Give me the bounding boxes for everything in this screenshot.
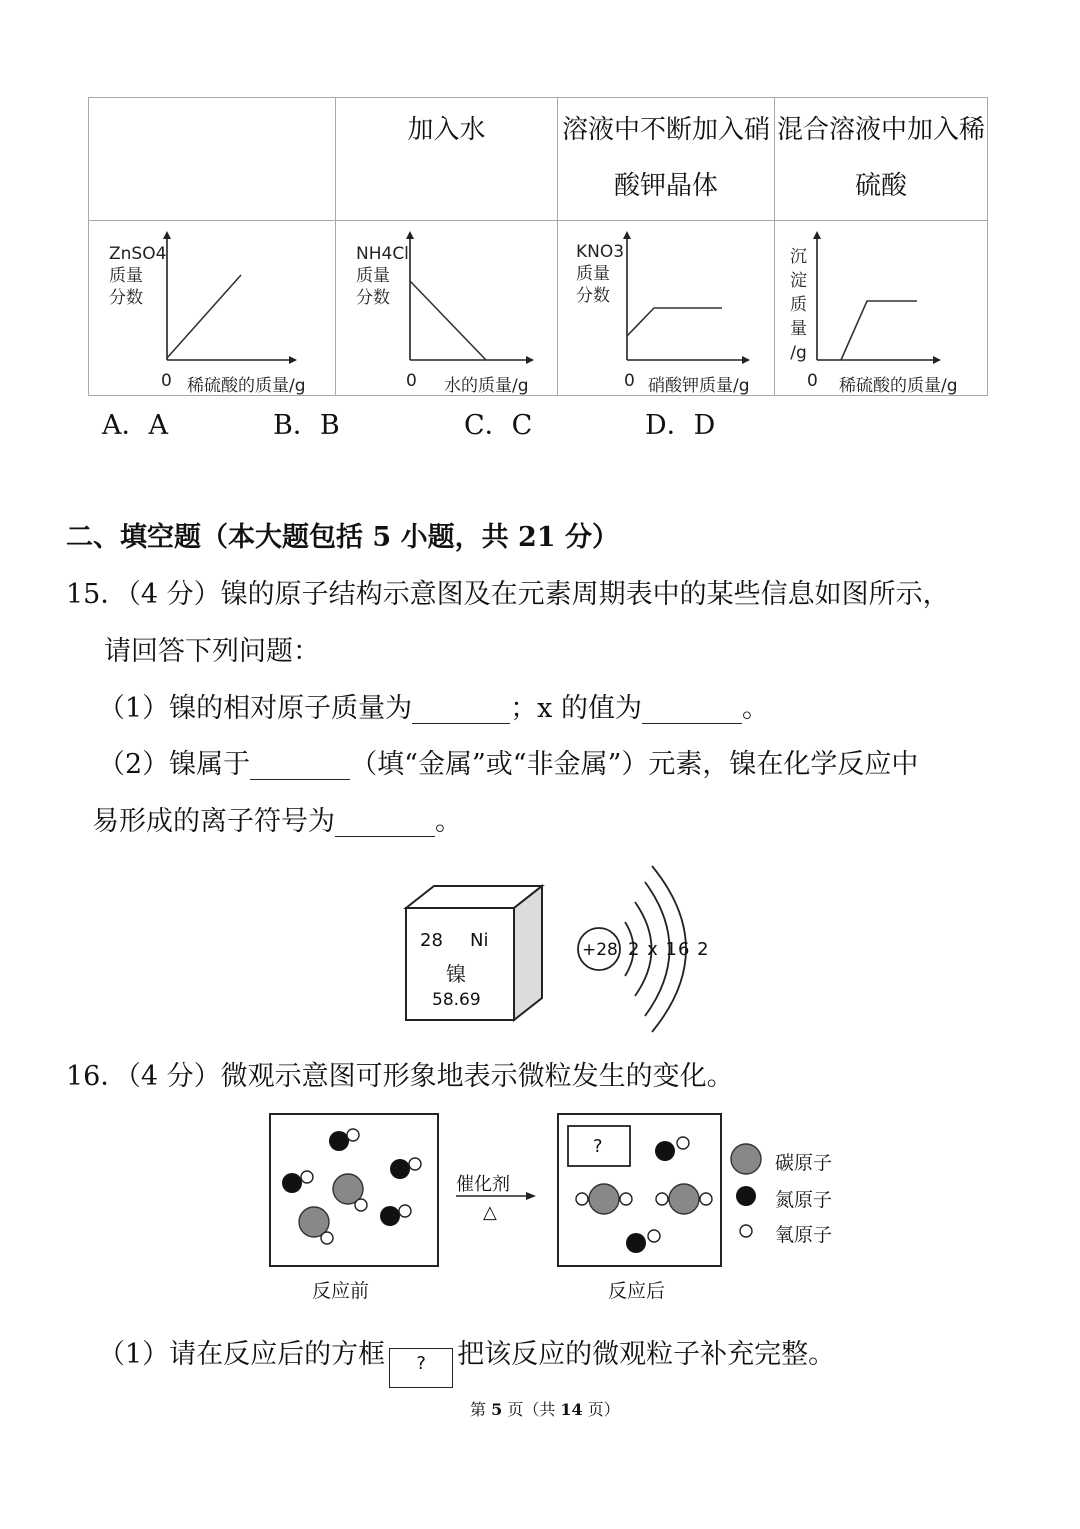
footer-page-number: 5 [491,1400,503,1419]
q15-stem-line1: 15．（4 分）镍的原子结构示意图及在元素周期表中的某些信息如图所示， [66,579,950,610]
section-2-heading: 二、填空题（本大题包括 5 小题，共 21 分） [66,522,619,553]
q15-sub2-text-c: 易形成的离子符号为 [92,806,335,837]
reaction-arrow-head [526,1192,536,1200]
answer-blank-metal-type[interactable] [250,753,350,780]
graph-d [775,221,987,395]
before-label: 反应前 [312,1280,370,1302]
graph-c-curve [627,308,722,336]
q15-sub2-text-b: （填“金属”或“非金属”）元素，镍在化学反应中 [350,749,919,780]
option-b[interactable]: B．B [273,410,340,441]
graph-a-cell [89,221,336,396]
graph-a-y-arrow [163,231,171,239]
option-a[interactable]: A．A [102,410,168,441]
q14-options-table [88,97,988,396]
table-header-acid: 混合溶液中加入稀硫酸 [775,98,988,221]
q15-sub2-cont [92,807,462,837]
q15-sub1-text-c: 。 [742,693,769,724]
graph-d-cell [775,221,988,396]
q16-stem: 16．（4 分）微观示意图可形象地表示微粒发生的变化。 [66,1061,734,1092]
element-mass: 58.69 [432,990,481,1010]
graph-b [336,221,557,395]
graph-a-ylabel: ZnSO4 质量 分数 [109,244,167,308]
graph-d-x-arrow [933,356,941,364]
footer-mid: 页（共 [502,1400,561,1419]
option-d[interactable]: D．D [645,410,716,441]
electron-shell-counts: 2 x 16 2 [628,939,710,960]
nucleus-charge: +28 [582,940,618,960]
graph-b-curve [410,281,486,360]
graph-c [558,221,774,395]
graph-c-x-arrow [742,356,750,364]
q16-sub1-text-b: 把该反应的微观粒子补充完整。 [457,1339,836,1370]
q15-sub2 [98,750,918,780]
footer-total-pages: 14 [560,1400,583,1419]
option-c[interactable]: C．C [464,410,533,441]
after-label: 反应后 [608,1280,666,1302]
graph-c-cell [558,221,775,396]
graph-a-curve [167,275,241,358]
graph-a-xlabel: 稀硫酸的质量/g [187,376,306,396]
q15-sub2-text-a: （2）镍属于 [98,749,251,780]
legend-oxygen-label: 氧原子 [775,1224,833,1246]
answer-blank-ni-mass[interactable] [412,697,510,724]
q15-sub1 [98,694,769,724]
graph-c-ylabel: KNO3 质量 分数 [576,242,625,306]
answer-blank-ion-symbol[interactable] [335,810,435,837]
graph-c-y-arrow [623,231,631,239]
graph-b-y-arrow [406,231,414,239]
element-symbol: Ni [470,930,489,951]
legend-carbon-atom [731,1144,761,1174]
arrow-label-catalyst: 催化剂 [456,1174,510,1195]
graph-c-xlabel: 硝酸钾质量/g [648,376,750,396]
q16-sub1 [98,1340,835,1388]
graph-d-ylabel: 沉 淀 质 量 /g [790,247,807,363]
element-name: 镍 [446,962,466,986]
graph-d-y-arrow [813,231,821,239]
table-header-kno3: 溶液中不断加入硝酸钾晶体 [558,98,775,221]
legend-nitrogen-label: 氮原子 [775,1189,833,1211]
graph-c-origin: 0 [624,371,635,391]
q15-sub2-text-d: 。 [435,806,462,837]
q15-stem-line2: 请回答下列问题： [104,636,320,667]
arrow-label-heat: △ [483,1202,497,1223]
inline-question-box [389,1348,453,1388]
q15-sub1-text-a: （1）镍的相对原子质量为 [98,693,413,724]
element-atomic-number: 28 [420,930,443,951]
graph-a-x-arrow [289,356,297,364]
graph-b-ylabel: NH4Cl 质量 分数 [356,244,409,308]
graph-b-cell [336,221,558,396]
graph-d-xlabel: 稀硫酸的质量/g [839,376,958,396]
cube-side-face [514,886,542,1020]
legend-oxygen-atom [740,1225,752,1237]
page-footer [470,1397,620,1420]
q16-sub1-text-a: （1）请在反应后的方框 [98,1339,386,1370]
answer-blank-x-value[interactable] [642,697,742,724]
graph-a [89,221,335,395]
q15-sub1-text-b: ；x 的值为 [510,693,642,724]
graph-a-origin: 0 [161,371,172,391]
footer-pre: 第 [470,1400,492,1419]
after-question-mark: ? [593,1136,603,1157]
footer-post: 页） [582,1400,620,1419]
table-header-empty [89,98,336,221]
legend-nitrogen-atom [736,1186,756,1206]
graph-d-origin: 0 [807,371,818,391]
inline-question-mark: ? [416,1353,426,1374]
table-header-water: 加入水 [336,98,558,221]
graph-b-origin: 0 [406,371,417,391]
graph-b-xlabel: 水的质量/g [444,376,529,396]
graph-b-x-arrow [526,356,534,364]
legend-carbon-label: 碳原子 [775,1152,833,1174]
graph-d-curve [841,301,917,360]
